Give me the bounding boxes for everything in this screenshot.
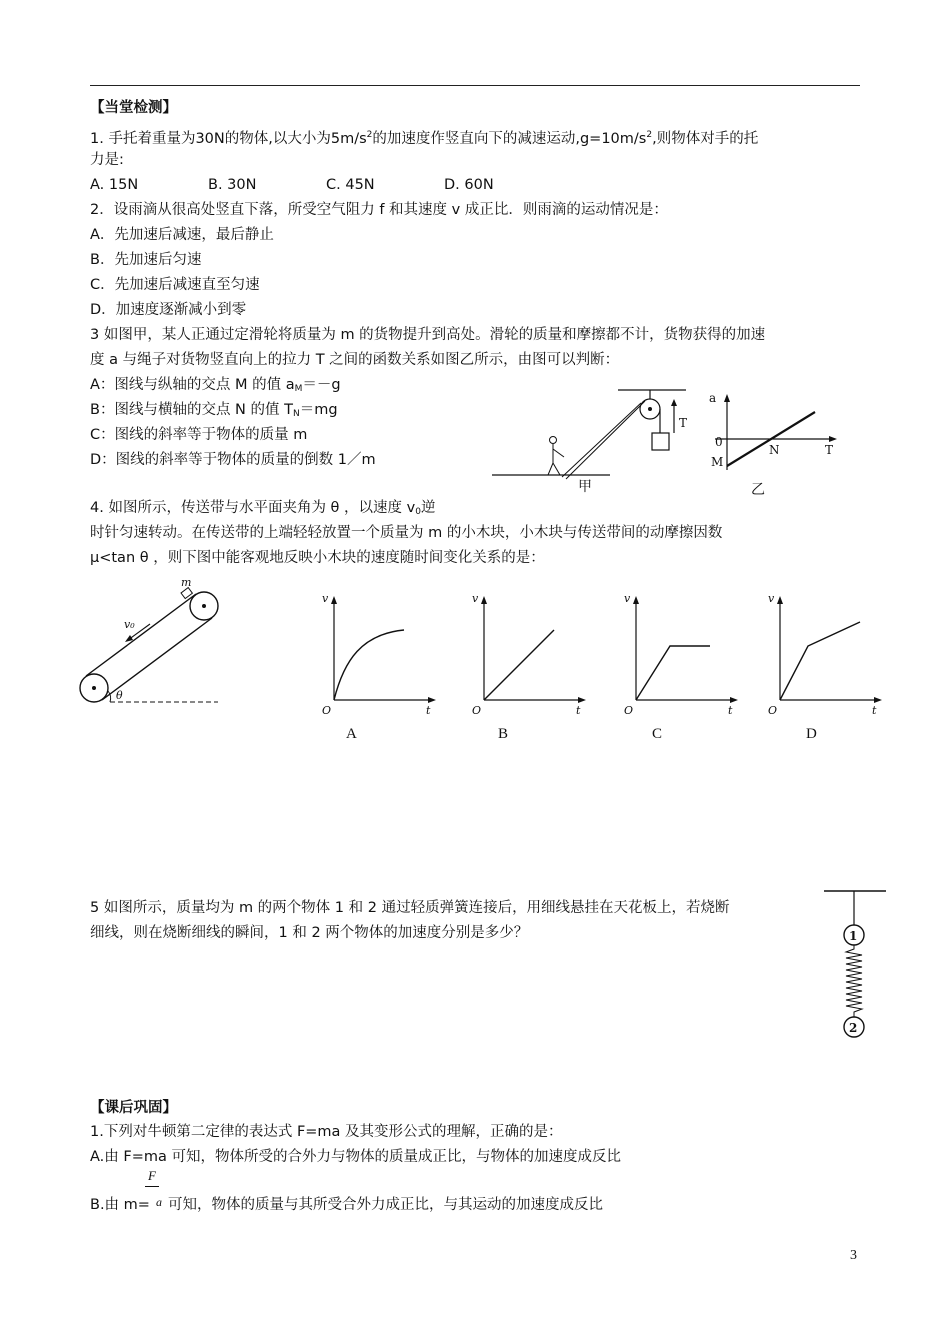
figure-yi-graph bbox=[705, 390, 845, 500]
svg-text:a: a bbox=[709, 391, 717, 405]
vt-graph-d bbox=[764, 590, 884, 720]
vt-curve-a bbox=[334, 630, 404, 700]
q4-stem-line2: 时针匀速转动。在传送带的上端轻轻放置一个质量为 m 的小木块，小木块与传送带间的动摩擦因数 bbox=[90, 525, 723, 541]
s2-q1-stem: 1.下列对牛顿第二定律的表达式 F=ma 及其变形公式的理解，正确的是： bbox=[90, 1124, 563, 1140]
svg-text:v: v bbox=[624, 592, 631, 605]
q3-option-a: A：图线与纵轴的交点 M 的值 $a_M=-g$ bbox=[90, 377, 341, 394]
svg-text:1: 1 bbox=[849, 929, 858, 943]
s2-q1-option-b: B.由 m= a 可知，物体的质量与其所受合外力成正比，与其运动的加速度成反比 bbox=[90, 1195, 603, 1213]
svg-text:O: O bbox=[768, 704, 778, 717]
vt-caption-c: C bbox=[652, 726, 663, 742]
svg-text:M: M bbox=[711, 455, 724, 469]
vt-curve-d bbox=[780, 622, 860, 700]
svg-text:O: O bbox=[472, 704, 482, 717]
svg-text:O: O bbox=[322, 704, 332, 717]
svg-text:v: v bbox=[472, 592, 479, 605]
q1-option-c: C. 45N bbox=[326, 177, 375, 193]
figure-spring-masses bbox=[820, 885, 890, 1045]
q3-option-b: B：图线与横轴的交点 N 的值 $T_N=mg$ bbox=[90, 402, 338, 419]
fraction-bar bbox=[145, 1186, 159, 1187]
figure-jia-pulley bbox=[490, 385, 690, 495]
q3-option-d: D：图线的斜率等于物体的质量的倒数 1／m bbox=[90, 452, 376, 468]
section-heading-after-class: 【课后巩固】 bbox=[90, 1100, 177, 1116]
q2-option-d: D．加速度逐渐减小到零 bbox=[90, 302, 247, 318]
spring bbox=[846, 945, 862, 1017]
svg-text:2: 2 bbox=[849, 1021, 858, 1035]
q2-option-b: B．先加速后匀速 bbox=[90, 252, 202, 268]
q1-option-d: D. 60N bbox=[444, 177, 494, 193]
q3-option-c: C：图线的斜率等于物体的质量 m bbox=[90, 427, 308, 443]
vt-graph-b bbox=[468, 590, 588, 720]
q3-stem-line2: 度 a 与绳子对货物竖直向上的拉力 T 之间的函数关系如图乙所示，由图可以判断： bbox=[90, 352, 620, 368]
s2-q1-option-a: A.由 F=ma 可知，物体所受的合外力与物体的质量成正比，与物体的加速度成反比 bbox=[90, 1149, 621, 1165]
q4-stem-line1: 4. 如图所示，传送带与水平面夹角为 θ ，以速度 $v_0$逆 bbox=[90, 500, 436, 517]
svg-text:m: m bbox=[181, 576, 192, 589]
svg-text:θ: θ bbox=[116, 689, 123, 702]
vt-caption-a: A bbox=[346, 726, 357, 742]
q4-stem-line3: μ<tan θ ，则下图中能客观地反映小木块的速度随时间变化关系的是： bbox=[90, 550, 545, 566]
page-number: 3 bbox=[850, 1248, 857, 1263]
fraction-numerator: F bbox=[148, 1168, 156, 1183]
figure-conveyor-belt bbox=[72, 578, 222, 713]
header-rule bbox=[90, 85, 860, 86]
vt-caption-b: B bbox=[498, 726, 509, 742]
svg-text:t: t bbox=[728, 704, 733, 717]
svg-text:T: T bbox=[825, 443, 834, 457]
svg-text:v: v bbox=[322, 592, 329, 605]
figure-jia-caption: 甲 bbox=[578, 479, 592, 495]
vt-curve-c bbox=[636, 646, 710, 700]
vt-graph-a bbox=[318, 590, 438, 720]
figure-yi-caption: 乙 bbox=[751, 482, 765, 498]
vt-curve-b bbox=[484, 630, 554, 700]
q1-stem-line1: 1. 手托着重量为30N的物体,以大小为$5m/s^2$的加速度作竖直向下的减速运动$,g=10m/s^2$,则物体对手的托 bbox=[90, 130, 759, 147]
q1-option-b: B. 30N bbox=[208, 177, 257, 193]
q5-stem-line1: 5 如图所示，质量均为 m 的两个物体 1 和 2 通过轻质弹簧连接后，用细线悬挂在天花板上，若烧断 bbox=[90, 900, 730, 916]
vt-graph-c bbox=[620, 590, 740, 720]
vt-caption-d: D bbox=[806, 726, 817, 742]
cargo-box bbox=[652, 433, 669, 450]
q3-stem-line1: 3 如图甲，某人正通过定滑轮将质量为 m 的货物提升到高处。滑轮的质量和摩擦都不计，货物获得的加速 bbox=[90, 327, 766, 343]
pulley-tension-label: T bbox=[679, 416, 688, 430]
q2-option-c: C．先加速后减速直至匀速 bbox=[90, 277, 260, 293]
q2-option-a: A．先加速后减速，最后静止 bbox=[90, 227, 274, 243]
person-head bbox=[550, 437, 557, 444]
svg-text:t: t bbox=[426, 704, 431, 717]
svg-text:0: 0 bbox=[715, 435, 723, 449]
svg-text:O: O bbox=[624, 704, 634, 717]
q1-option-a: A. 15N bbox=[90, 177, 139, 193]
wood-block bbox=[181, 588, 192, 599]
svg-text:t: t bbox=[872, 704, 877, 717]
q1-stem-line2: 力是: bbox=[90, 152, 124, 168]
q5-stem-line2: 细线，则在烧断细线的瞬间，1 和 2 两个物体的加速度分别是多少？ bbox=[90, 925, 529, 941]
section-heading-current-test: 【当堂检测】 bbox=[90, 100, 177, 116]
svg-text:v₀: v₀ bbox=[124, 618, 135, 631]
q2-stem: 2．设雨滴从很高处竖直下落，所受空气阻力 f 和其速度 v 成正比．则雨滴的运动情况是： bbox=[90, 202, 668, 218]
q1-options bbox=[90, 175, 562, 195]
svg-text:v: v bbox=[768, 592, 775, 605]
svg-text:t: t bbox=[576, 704, 581, 717]
svg-text:N: N bbox=[769, 443, 780, 457]
